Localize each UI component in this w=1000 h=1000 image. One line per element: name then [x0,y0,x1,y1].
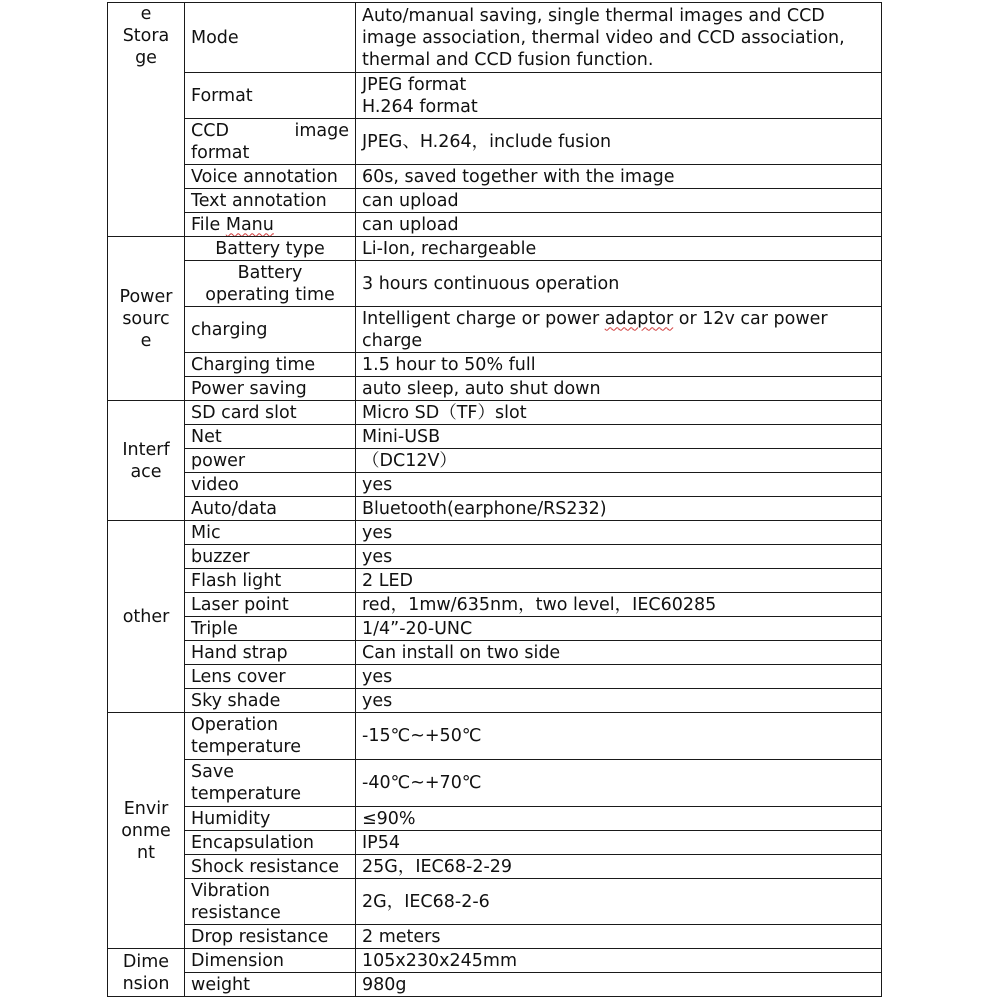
spec-value: ≤90% [356,807,882,831]
spec-value: can upload [356,213,882,237]
spec-value: Can install on two side [356,641,882,665]
spec-value: JPEG、H.264，include fusion [356,119,882,165]
table-row [108,425,882,449]
spec-label: Encapsulation [185,831,356,855]
category-storage: e Stora ge [108,3,185,237]
table-row [108,641,882,665]
spec-label: video [185,473,356,497]
spec-value: 1/4”-20-UNC [356,617,882,641]
spec-value: Mini-USB [356,425,882,449]
table-row [108,189,882,213]
spec-value: yes [356,665,882,689]
category-interface: Interf ace [108,401,185,521]
spec-value: 3 hours continuous operation [356,261,882,307]
spellcheck-underline: Manu [225,214,274,235]
table-row [108,973,882,997]
table-row [108,377,882,401]
spec-label: Hand strap [185,641,356,665]
spec-label: Net [185,425,356,449]
spec-value: can upload [356,189,882,213]
category-other: other [108,521,185,713]
table-row [108,831,882,855]
table-row [108,307,882,353]
table-row [108,73,882,119]
spec-value: Bluetooth(earphone/RS232) [356,497,882,521]
spec-label: Dimension [185,949,356,973]
spec-label: SD card slot [185,401,356,425]
spec-label: Operation temperature [185,713,356,760]
spec-label: Humidity [185,807,356,831]
table-row [108,545,882,569]
spec-label: Battery type [185,237,356,261]
spec-label: weight [185,973,356,997]
table-row [108,521,882,545]
table-row [108,689,882,713]
spec-value: -15℃~+50℃ [356,713,882,760]
table-row [108,855,882,879]
spec-value: -40℃~+70℃ [356,760,882,807]
table-row [108,497,882,521]
spec-label: Shock resistance [185,855,356,879]
table-row [108,119,882,165]
spec-label: Power saving [185,377,356,401]
spec-label: Sky shade [185,689,356,713]
table-row [108,401,882,425]
spec-value: red，1mw/635nm，two level，IEC60285 [356,593,882,617]
spec-label: File Manu [185,213,356,237]
spec-label: Triple [185,617,356,641]
spec-label: Laser point [185,593,356,617]
table-row [108,807,882,831]
spec-label: Battery operating time [185,261,356,307]
spec-value: 60s, saved together with the image [356,165,882,189]
table-row [108,665,882,689]
spec-value: IP54 [356,831,882,855]
spec-label: Mic [185,521,356,545]
spec-label: Vibration resistance [185,879,356,925]
spec-value: 1.5 hour to 50% full [356,353,882,377]
spec-value: 980g [356,973,882,997]
spec-label: Auto/data [185,497,356,521]
spec-label: Drop resistance [185,925,356,949]
spec-label: Text annotation [185,189,356,213]
spec-value: 105x230x245mm [356,949,882,973]
spec-value: （DC12V） [356,449,882,473]
spec-label: CCD image format [185,119,356,165]
table-row [108,353,882,377]
spec-value: 2 LED [356,569,882,593]
spellcheck-underline: adaptor [604,308,674,329]
spec-value: yes [356,545,882,569]
spec-label: buzzer [185,545,356,569]
table-row [108,213,882,237]
spec-value: auto sleep, auto shut down [356,377,882,401]
table-row [108,261,882,307]
spec-label: Mode [185,3,356,73]
table-row [108,473,882,497]
category-dimension: Dime nsion [108,949,185,997]
spec-label: charging [185,307,356,353]
table-row [108,949,882,973]
category-power: Power sourc e [108,237,185,401]
spec-label: power [185,449,356,473]
spec-value: yes [356,473,882,497]
spec-value: 25G，IEC68-2-29 [356,855,882,879]
spec-label: Charging time [185,353,356,377]
table-row [108,879,882,925]
table-row [108,925,882,949]
table-row [108,617,882,641]
spec-table [107,2,882,997]
spec-label: Lens cover [185,665,356,689]
category-environment: Envir onme nt [108,713,185,949]
spec-value: yes [356,689,882,713]
table-row [108,760,882,807]
table-row [108,449,882,473]
table-row [108,569,882,593]
spec-value: yes [356,521,882,545]
spec-value: Auto/manual saving, single thermal images and CCD image association, thermal video and CCD association, thermal and CCD fusion function. [356,3,882,73]
spec-label: Voice annotation [185,165,356,189]
table-row [108,237,882,261]
table-row [108,3,882,73]
spec-value: Micro SD（TF）slot [356,401,882,425]
table-row [108,593,882,617]
spec-value: 2 meters [356,925,882,949]
spec-label: Flash light [185,569,356,593]
table-row [108,713,882,760]
spec-value: Li-Ion, rechargeable [356,237,882,261]
spec-value: Intelligent charge or power adaptor or 12v car power charge [356,307,882,353]
table-row [108,165,882,189]
spec-value: JPEG format H.264 format [356,73,882,119]
spec-label: Format [185,73,356,119]
spec-value: 2G，IEC68-2-6 [356,879,882,925]
spec-label: Save temperature [185,760,356,807]
